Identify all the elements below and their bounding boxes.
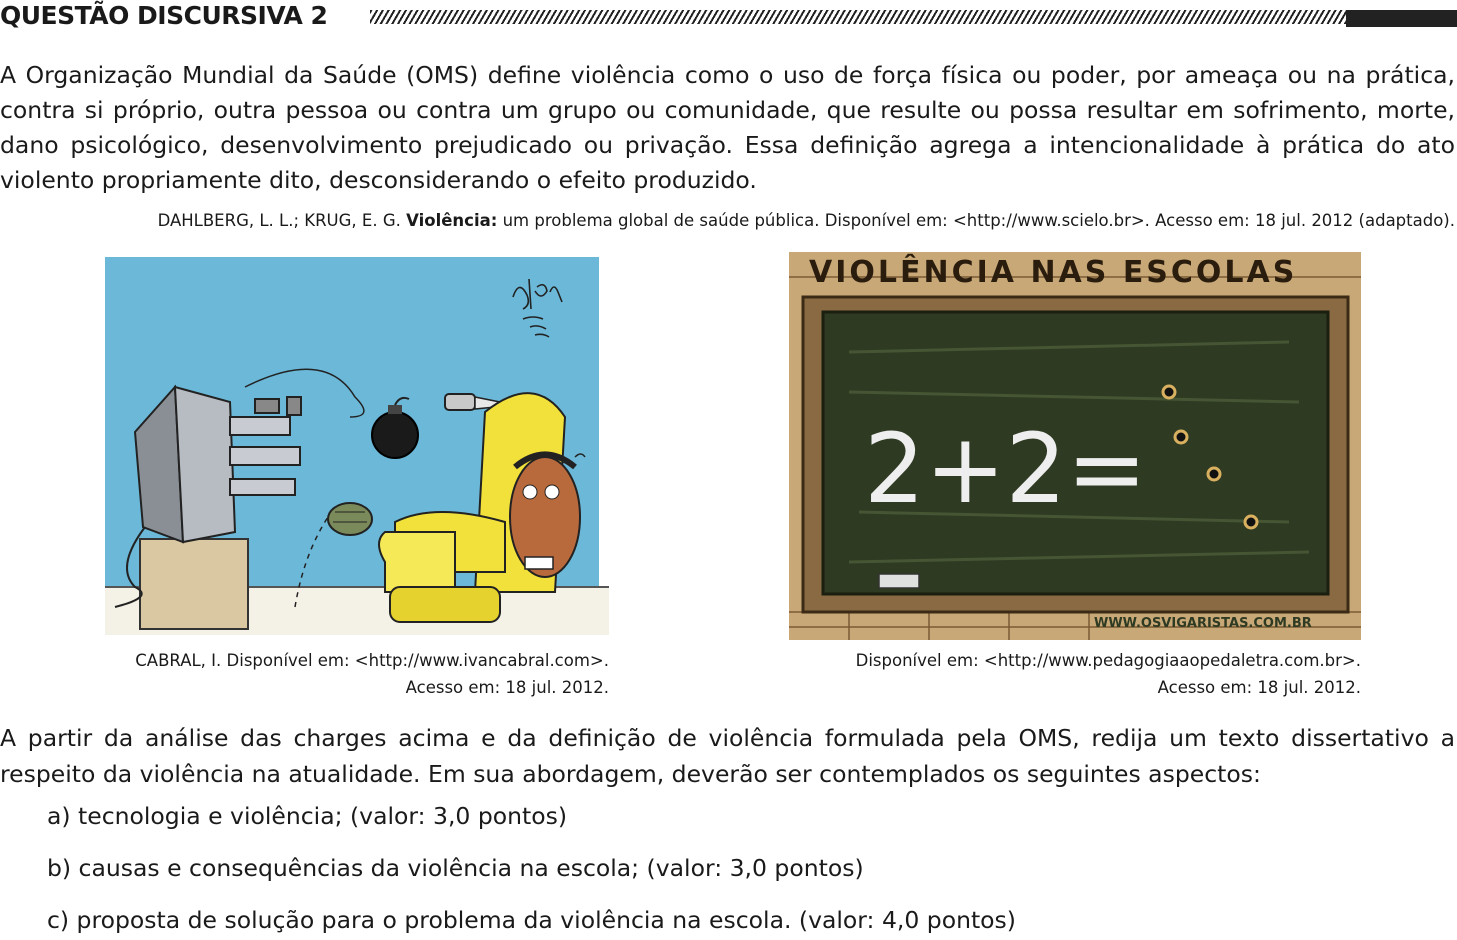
eraser-icon — [879, 574, 919, 588]
reference-authors: DAHLBERG, L. L.; KRUG, E. G. — [157, 211, 407, 230]
reference-rest: um problema global de saúde pública. Disponível em: <http://www.scielo.br>. Acesso em: 18 jul. 2012 (adaptado). — [497, 211, 1455, 230]
caption-right-line1: Disponível em: <http://www.pedagogiaaopedaletra.com.br>. — [855, 651, 1361, 670]
reference-title: Violência: — [406, 211, 498, 230]
caption-left — [135, 647, 609, 701]
aspect-item-a: a) tecnologia e violência; (valor: 3,0 pontos) — [47, 802, 568, 830]
chalkboard-equation: 2+2= — [864, 413, 1148, 525]
watermark-text: WWW.OSVIGARISTAS.COM.BR — [1094, 616, 1312, 631]
intro-paragraph: A Organização Mundial da Saúde (OMS) define violência como o uso de força física ou poder, por ameaça ou na prática, contra si próprio, outra pessoa ou contra um grupo ou comunidade, que resulte ou possa resultar em sofrimento, morte, dano psicológico, desenvolvimento prejudicado ou privação. Essa definição agrega a intencionalidade à prática do ato violento propriamente dito, desconsiderando o efeito produzido. — [0, 61, 1455, 194]
cartoon-school-violence — [789, 252, 1361, 640]
caption-right-line2: Acesso em: 18 jul. 2012. — [1157, 678, 1361, 697]
caption-left-line1: CABRAL, I. Disponível em: <http://www.ivancabral.com>. — [135, 651, 609, 670]
aspect-item-c: c) proposta de solução para o problema da violência na escola. (valor: 4,0 pontos) — [47, 906, 1016, 934]
grenade-icon — [328, 503, 372, 535]
banner-text: VIOLÊNCIA NAS ESCOLAS — [809, 255, 1298, 290]
caption-left-line2: Acesso em: 18 jul. 2012. — [405, 678, 609, 697]
aspect-item-b: b) causas e consequências da violência na escola; (valor: 3,0 pontos) — [47, 854, 864, 882]
header-bar-decoration — [1346, 10, 1457, 27]
cartoon-tv-violence — [105, 257, 609, 635]
question-header — [0, 0, 1457, 36]
header-hatch-decoration — [370, 10, 1346, 24]
reference-citation — [158, 211, 1455, 230]
question-prompt: A partir da análise das charges acima e da definição de violência formulada pela OMS, redija um texto dissertativo a respeito da violência na atualidade. Em sua abordagem, deverão ser contemplados os seguintes aspectos: — [0, 724, 1455, 788]
question-title: QUESTÃO DISCURSIVA 2 — [0, 1, 328, 30]
tv-cabinet — [140, 539, 248, 629]
caption-right — [856, 647, 1361, 701]
